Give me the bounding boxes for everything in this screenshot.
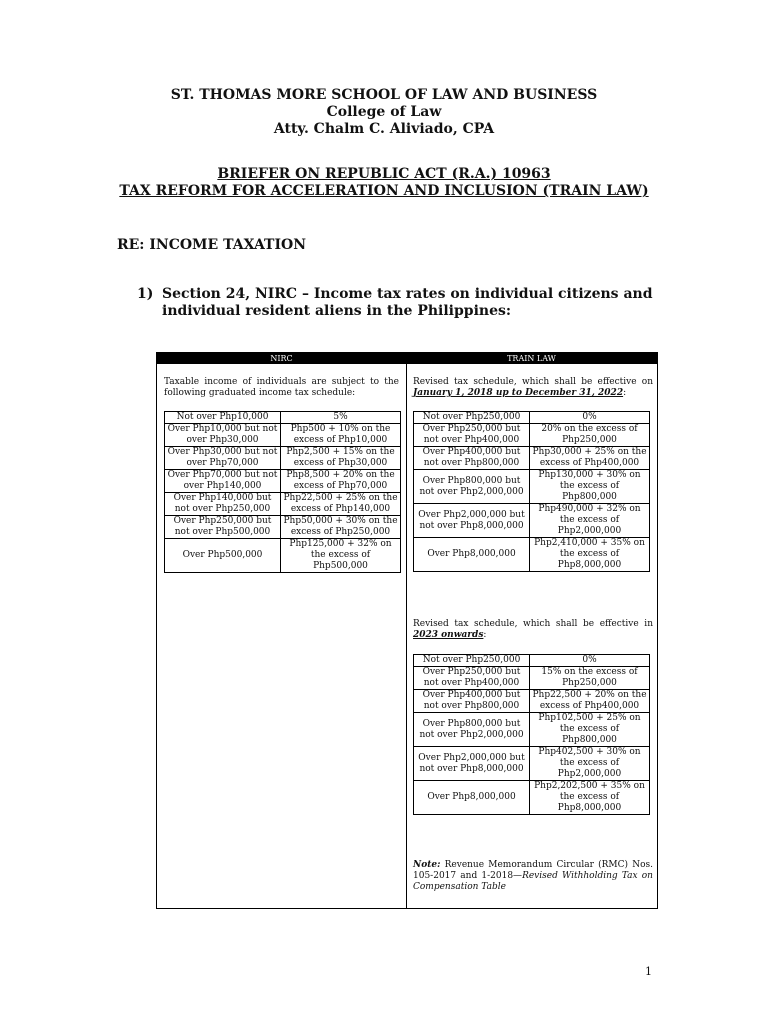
income-bracket-cell: Over Php70,000 but not over Php140,000: [165, 470, 281, 493]
column-header-bar: [157, 353, 657, 364]
note-paragraph: [413, 860, 653, 893]
table-row: [165, 470, 401, 493]
table-row: [414, 470, 650, 504]
train-intro-2018-colon: :: [623, 388, 627, 398]
table-row: [165, 539, 401, 573]
income-bracket-cell: Over Php800,000 but not over Php2,000,000: [414, 470, 530, 504]
train-rate-table-2023: [413, 654, 650, 815]
section-text: Section 24, NIRC – Income tax rates on individual citizens and individual resident aliens in the Philippines:: [162, 286, 653, 319]
note-text: Revenue Memorandum Circular (RMC) Nos. 105-2017 and 1-2018—: [413, 860, 653, 881]
train-intro-2023-period: 2023 onwards: [413, 630, 484, 640]
table-row: [165, 493, 401, 516]
income-bracket-cell: Not over Php250,000: [414, 655, 530, 667]
tax-rate-cell: 5%: [281, 412, 401, 424]
nirc-rate-table: [164, 411, 401, 573]
income-bracket-cell: Over Php10,000 but not over Php30,000: [165, 424, 281, 447]
briefer-title: [0, 166, 768, 200]
income-bracket-cell: Over Php140,000 but not over Php250,000: [165, 493, 281, 516]
table-row: [414, 412, 650, 424]
tax-rate-cell: Php2,500 + 15% on the excess of Php30,000: [281, 447, 401, 470]
train-intro-2018: [413, 377, 653, 399]
income-bracket-cell: Over Php8,000,000: [414, 538, 530, 572]
briefer-title-line-2: TAX REFORM FOR ACCELERATION AND INCLUSION (TRAIN LAW): [119, 183, 649, 199]
comparison-table: [156, 352, 658, 909]
tax-rate-cell: Php2,410,000 + 35% on the excess of Php8,000,000: [530, 538, 650, 572]
income-bracket-cell: Over Php2,000,000 but not over Php8,000,000: [414, 747, 530, 781]
train-intro-2023: [413, 619, 653, 641]
train-intro-2023-colon: :: [483, 630, 487, 640]
section-number: 1): [137, 286, 154, 302]
train-intro-2023-text: Revised tax schedule, which shall be effective in: [413, 619, 653, 629]
tax-rate-cell: 0%: [530, 655, 650, 667]
income-bracket-cell: Over Php400,000 but not over Php800,000: [414, 447, 530, 470]
train-intro-2018-text: Revised tax schedule, which shall be effective on: [413, 377, 653, 387]
table-row: [414, 447, 650, 470]
table-row: [165, 447, 401, 470]
college-name: College of Law: [326, 104, 442, 120]
income-bracket-cell: Over Php30,000 but not over Php70,000: [165, 447, 281, 470]
author-name: Atty. Chalm C. Aliviado, CPA: [273, 121, 495, 137]
tax-rate-cell: 15% on the excess of Php250,000: [530, 667, 650, 690]
income-bracket-cell: Over Php250,000 but not over Php500,000: [165, 516, 281, 539]
column-divider: [406, 364, 407, 908]
table-row: [414, 538, 650, 572]
table-row: [414, 713, 650, 747]
income-bracket-cell: Over Php250,000 but not over Php400,000: [414, 424, 530, 447]
income-bracket-cell: Over Php250,000 but not over Php400,000: [414, 667, 530, 690]
table-row: [414, 690, 650, 713]
income-bracket-cell: Over Php2,000,000 but not over Php8,000,000: [414, 504, 530, 538]
column-header-train: TRAIN LAW: [507, 354, 556, 363]
tax-rate-cell: Php500 + 10% on the excess of Php10,000: [281, 424, 401, 447]
briefer-title-line-1: BRIEFER ON REPUBLIC ACT (R.A.) 10963: [217, 166, 551, 182]
train-rate-table-2018: [413, 411, 650, 572]
tax-rate-cell: Php50,000 + 30% on the excess of Php250,000: [281, 516, 401, 539]
tax-rate-cell: Php30,000 + 25% on the excess of Php400,000: [530, 447, 650, 470]
page-number: 1: [645, 965, 652, 978]
note-label: Note:: [413, 860, 441, 870]
section-heading: RE: INCOME TAXATION: [117, 237, 307, 253]
tax-rate-cell: Php402,500 + 30% on the excess of Php2,000,000: [530, 747, 650, 781]
train-intro-2018-period: January 1, 2018 up to December 31, 2022: [413, 388, 624, 398]
tax-rate-cell: Php22,500 + 20% on the excess of Php400,000: [530, 690, 650, 713]
table-row: [414, 504, 650, 538]
column-header-nirc: NIRC: [270, 354, 293, 363]
table-row: [414, 747, 650, 781]
nirc-intro: Taxable income of individuals are subject to the following graduated income tax schedule:: [164, 377, 399, 398]
table-row: [165, 412, 401, 424]
note-italic-text: Revised Withholding Tax on Compensation Table: [413, 871, 653, 892]
income-bracket-cell: Over Php400,000 but not over Php800,000: [414, 690, 530, 713]
income-bracket-cell: Over Php8,000,000: [414, 781, 530, 815]
table-row: [414, 655, 650, 667]
income-bracket-cell: Not over Php10,000: [165, 412, 281, 424]
tax-rate-cell: Php22,500 + 25% on the excess of Php140,000: [281, 493, 401, 516]
tax-rate-cell: 0%: [530, 412, 650, 424]
table-row: [414, 781, 650, 815]
income-bracket-cell: Over Php500,000: [165, 539, 281, 573]
tax-rate-cell: Php102,500 + 25% on the excess of Php800,000: [530, 713, 650, 747]
school-name: ST. THOMAS MORE SCHOOL OF LAW AND BUSINESS: [170, 87, 598, 103]
tax-rate-cell: Php490,000 + 32% on the excess of Php2,000,000: [530, 504, 650, 538]
tax-rate-cell: Php8,500 + 20% on the excess of Php70,000: [281, 470, 401, 493]
table-row: [165, 516, 401, 539]
tax-rate-cell: Php2,202,500 + 35% on the excess of Php8,000,000: [530, 781, 650, 815]
tax-rate-cell: Php130,000 + 30% on the excess of Php800,000: [530, 470, 650, 504]
tax-rate-cell: 20% on the excess of Php250,000: [530, 424, 650, 447]
table-row: [414, 667, 650, 690]
table-row: [165, 424, 401, 447]
table-row: [414, 424, 650, 447]
tax-rate-cell: Php125,000 + 32% on the excess of Php500,000: [281, 539, 401, 573]
income-bracket-cell: Over Php800,000 but not over Php2,000,000: [414, 713, 530, 747]
income-bracket-cell: Not over Php250,000: [414, 412, 530, 424]
school-header: [0, 87, 768, 138]
